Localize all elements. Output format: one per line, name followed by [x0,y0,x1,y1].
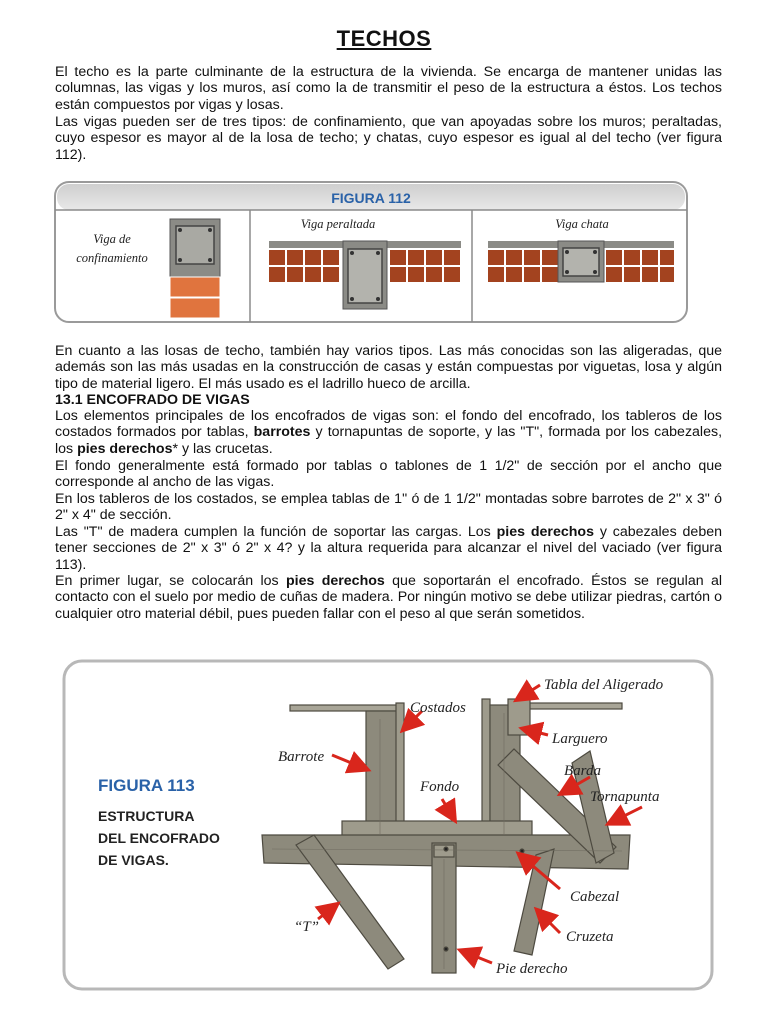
t-paragraph: Las "T" de madera cumplen la función de soportar las cargas. Los pies derechos y cabezales deben tener secciones de 2" x 3" ó 2" x 4? y la altura requerida para alcanzar el nivel del vaciado (ver figura 113). [55,524,722,573]
figure-113-subtitle-3: DE VIGAS. [98,852,169,868]
slabs-paragraph: En cuanto a las losas de techo, también hay varios tipos. Las más conocidas son las aligeradas, que además son las más usadas en la construcción de casas y están compuestas por viguetas, losa y algún tipo de material ligero. El más usado es el ladrillo hueco de arcilla. [55,343,722,392]
label-barrote: Barrote [278,749,325,765]
figure-112 [54,181,688,323]
label-viga-confinamiento-2: confinamiento [76,251,148,265]
label-t: “T” [294,919,320,935]
sides-paragraph: En los tableros de los costados, se emplea tablas de 1" ó de 1 1/2" montadas sobre barrotes de 2" x 3" ó 2" x 4" de sección. [55,491,722,524]
elements-paragraph: Los elementos principales de los encofrados de vigas son: el fondo del encofrado, los tableros de los costados formados por tablas, barrotes y tornapuntas de soporte, y las "T", formada por los cabezales, los pies derechos* y las crucetas. [55,408,723,457]
label-viga-chata: Viga chata [555,217,609,231]
label-viga-peraltada: Viga peraltada [300,217,376,231]
label-cruzeta: Cruzeta [566,929,614,945]
label-barda: Barda [564,763,601,779]
bottom-paragraph: El fondo generalmente está formado por tablas o tablones de 1 1/2" de sección por el ancho que corresponde al ancho de las vigas. [55,458,722,491]
label-tabla-aligerado: Tabla del Aligerado [544,677,664,693]
beam-types-paragraph: Las vigas pueden ser de tres tipos: de confinamiento, que van apoyadas sobre los muros; peraltadas, cuyo espesor es mayor al de la losa de techo; y chatas, cuyo espesor es igual al del techo (ver figura 112). [55,114,722,163]
label-pie-derecho: Pie derecho [496,961,568,977]
first-step-paragraph: En primer lugar, se colocarán los pies derechos que soportarán el encofrado. Éstos se regulan al contacto con el suelo por medio de cuñas de madera. Por ningún motivo se debe utilizar piedras, cartón o cualquier otro material débil, pues pueden fallar con el peso al que serán sometidos. [55,573,723,622]
label-fondo: Fondo [420,779,460,795]
section-heading: 13.1 ENCOFRADO DE VIGAS [55,392,250,408]
label-cabezal: Cabezal [570,889,620,905]
page-title: TECHOS [336,26,432,51]
figure-113-subtitle-2: DEL ENCOFRADO [98,830,220,846]
flat-beam-drawing [488,241,674,282]
label-costados: Costados [410,700,466,716]
figure-113-subtitle-1: ESTRUCTURA [98,808,195,824]
figure-113-title: FIGURA 113 [98,776,195,795]
label-viga-confinamiento-1: Viga de [93,232,131,246]
label-tornapunta: Tornapunta [590,789,660,805]
intro-paragraph: El techo es la parte culminante de la estructura de la vivienda. Se encarga de mantener unidas las columnas, las vigas y los muros, así como la de transmitir el peso de la estructura a éstos. Los techos están compuestos por vigas y losas. [55,64,722,113]
figure-112-title: FIGURA 112 [331,190,411,206]
label-larguero: Larguero [552,731,608,747]
figure-113 [62,659,714,991]
confinement-beam-drawing [170,219,220,318]
